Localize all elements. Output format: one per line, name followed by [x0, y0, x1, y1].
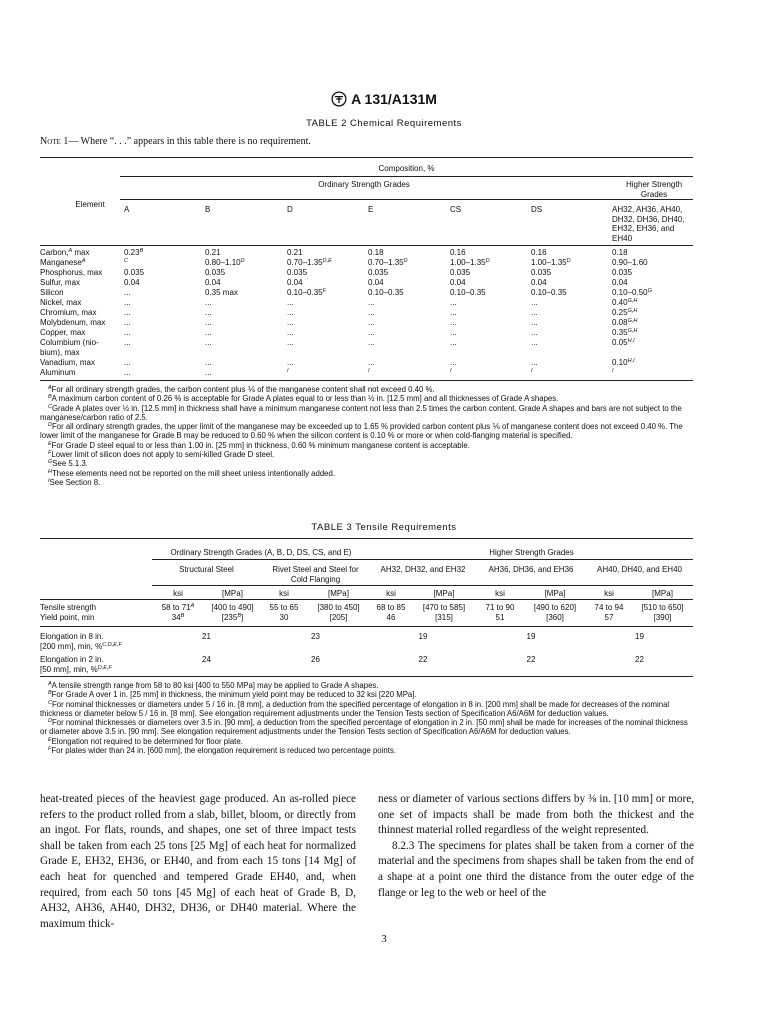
table2-footnotes: [40, 385, 696, 487]
composition-cell: $0.08^{G,H}$: [612, 318, 638, 327]
element-label: Carbon,$^A$ max: [40, 248, 90, 257]
composition-cell: ...: [205, 328, 212, 337]
grade-group-header: AH32, DH32, and EH32: [380, 565, 466, 574]
grade-header: DS: [531, 205, 543, 214]
table3-footnote: $^A$A tensile strength range from 58 to 80 ksi [400 to 550 MPa] may be applied to Grade A shapes.: [48, 681, 379, 690]
table2-footnote: $^A$For all ordinary strength grades, the carbon content plus ⅙ of the manganese content shall not exceed 0.40 %.: [48, 385, 435, 394]
composition-cell: $1.00-1.35^D$: [531, 258, 571, 267]
composition-cell: ...: [124, 288, 131, 297]
elongation-2in-cell: 22: [635, 655, 644, 664]
yield-cell: 51: [495, 613, 505, 622]
table3-rule: [152, 559, 693, 560]
composition-cell: ...: [205, 358, 212, 367]
composition-cell: ...: [368, 338, 375, 347]
table2-bottom-rule: [40, 380, 693, 381]
composition-cell: 0.04: [531, 278, 547, 287]
yield-cell: $[235^B]$: [221, 613, 244, 622]
unit-header: [MPa]: [328, 589, 349, 598]
composition-cell: ...: [531, 318, 538, 327]
composition-cell: I: [612, 368, 614, 374]
composition-cell: ...: [205, 368, 212, 377]
table2-footnote: $^I$See Section 8.: [48, 477, 101, 487]
yield-cell: $34^B$: [171, 613, 185, 622]
grade-group-header: AH40, DH40, and EH40: [597, 565, 682, 574]
body-column-left: [40, 792, 356, 932]
element-label: Columbium (nio-: [40, 338, 99, 347]
composition-cell: ...: [287, 358, 294, 367]
table3-bottom-rule: [40, 676, 693, 677]
composition-cell: ...: [531, 298, 538, 307]
property-label: Elongation in 2 in.: [40, 655, 104, 664]
elongation-8in-cell: 19: [526, 632, 536, 641]
table2-top-rule: [40, 157, 693, 158]
composition-cell: 0.90–1.60: [612, 258, 648, 267]
composition-cell: 0.035: [368, 268, 389, 277]
composition-cell: ...: [205, 298, 212, 307]
grade-group-header: Structural Steel: [179, 565, 234, 574]
table2-caption: TABLE 2 Chemical Requirements: [306, 118, 462, 129]
unit-header: [MPa]: [544, 589, 566, 598]
elongation-8in-cell: 23: [311, 632, 320, 641]
composition-cell: 0.10–0.35: [368, 288, 404, 297]
composition-cell: $0.23^B$: [124, 248, 144, 257]
tensile-cell: [400 to 490]: [211, 603, 254, 612]
higher-grades-list: AH32, AH36, AH40,: [612, 205, 683, 214]
composition-cell: ...: [531, 328, 538, 337]
table3-footnote: $^B$For Grade A over 1 in. [25 mm] in thickness, the minimum yield point may be reduced to 32 ksi [220 MPa].: [48, 690, 417, 700]
higher-grades-header: Higher Strength: [625, 180, 683, 189]
composition-cell: 0.21: [287, 248, 303, 257]
table2-header-rule: [40, 245, 693, 246]
unit-header: ksi: [495, 589, 505, 598]
table3-footnote: $^D$For nominal thicknesses or diameters over 3.5 in. [90 mm], a deduction from the specified percentage of elongation in 2 in. [50 mm] shall be made for increases of the nominal thickness or diameter above 3.5 in. [90 mm]. See elongation requirement adjustments under the Tension Tests section of Specification A6/A6M for deduction values.: [40, 718, 688, 737]
composition-cell: $0.10-0.50^G$: [612, 288, 652, 297]
composition-cell: 0.04: [205, 278, 221, 287]
astm-logo-icon: [331, 91, 347, 107]
composition-cell: ...: [368, 328, 375, 337]
table2-rule: [120, 176, 693, 177]
element-label: bium), max: [40, 348, 80, 357]
composition-cell: 0.035: [531, 268, 552, 277]
composition-cell: 0.35 max: [205, 288, 238, 297]
property-label: Tensile strength: [40, 603, 97, 612]
composition-cell: 0.035: [450, 268, 471, 277]
higher-grades-list: DH32, DH36, DH40,: [612, 214, 685, 224]
property-label: [200 mm], min, %$^{C,D,E,F}$: [40, 642, 122, 651]
tensile-cell: [380 to 450]: [317, 603, 360, 612]
element-label: Aluminum: [40, 368, 76, 377]
tensile-cell: 71 to 90: [485, 603, 515, 612]
composition-cell: $0.10^{H,I}$: [612, 358, 635, 367]
composition-cell: ...: [124, 298, 131, 307]
composition-cell: ...: [124, 318, 131, 327]
table3-footnote: $^F$For plates wider than 24 in. [600 mm], the elongation requirement is reduced two percentage points.: [48, 746, 396, 756]
composition-cell: ...: [205, 308, 212, 317]
unit-header: ksi: [173, 589, 183, 598]
composition-cell: I: [368, 368, 370, 374]
composition-cell: ...: [450, 308, 457, 317]
composition-cell: ...: [368, 358, 375, 367]
property-label: [50 mm], min, %$^{D,E,F}$: [40, 665, 112, 674]
composition-cell: ...: [287, 298, 294, 307]
composition-cell: 0.04: [612, 278, 628, 287]
composition-cell: ...: [287, 308, 294, 317]
composition-cell: 0.04: [450, 278, 466, 287]
composition-cell: ...: [287, 328, 294, 337]
table3-row-rule: [40, 626, 693, 627]
page-header: [0, 91, 768, 107]
composition-cell: 0.035: [287, 268, 308, 277]
grade-header: B: [205, 205, 211, 214]
table2-footnote: $^C$Grade A plates over ½ in. [12.5 mm] in thickness shall have a minimum manganese content not less than 2.5 times the carbon content. Grade A shapes and bars are not subject to the manganese/carbon ratio of 2.5.: [40, 403, 682, 422]
elongation-2in-cell: 22: [526, 655, 536, 664]
property-label: Yield point, min: [40, 613, 95, 622]
composition-cell: ...: [450, 338, 457, 347]
composition-cell: ...: [531, 308, 538, 317]
grade-header: E: [368, 205, 374, 214]
element-label: Copper, max: [40, 328, 86, 337]
grade-group-header: AH36, DH36, and EH36: [488, 565, 574, 574]
tensile-cell: 55 to 65: [269, 603, 299, 612]
composition-cell: ...: [368, 318, 375, 327]
table2-footnote: $^E$For Grade D steel equal to or less than 1.00 in. [25 mm] in thickness, 0.60 % minimum manganese content is acceptable.: [48, 440, 470, 450]
composition-cell: 0.16: [531, 248, 547, 257]
composition-cell: ...: [287, 338, 294, 347]
elongation-2in-cell: 22: [418, 655, 428, 664]
grade-header: CS: [450, 205, 462, 214]
elongation-8in-cell: 21: [202, 632, 211, 641]
element-label: Chromium, max: [40, 308, 97, 317]
composition-cell: 0.04: [368, 278, 384, 287]
yield-cell: [360]: [546, 613, 564, 622]
tensile-cell: 58 to $71^A$: [161, 603, 195, 612]
table3-rule: [152, 585, 693, 586]
grade-header: D: [287, 205, 293, 214]
designation: A 131/A131M: [351, 91, 437, 107]
higher-grades-list: EH32, EH36, and: [612, 224, 675, 234]
body-paragraph: 8.2.3 The specimens for plates shall be taken from a corner of the material and the specimens from shapes shall be taken from the end of a shape at a point one third the distance from the outer edge of the flange or leg to the web or heel of the: [378, 839, 694, 899]
composition-cell: ...: [124, 328, 131, 337]
yield-cell: 57: [604, 613, 614, 622]
higher-grades-header: Grades: [640, 189, 668, 199]
unit-header: ksi: [279, 589, 289, 598]
table2-footnote: $^B$A maximum carbon content of 0.26 % is acceptable for Grade A plates equal to or less than ½ in. [12.5 mm] and all thicknesses of Grade A shapes.: [48, 394, 559, 404]
composition-cell: I: [287, 368, 289, 374]
composition-cell: ...: [205, 338, 212, 347]
composition-cell: 0.18: [612, 248, 628, 257]
composition-cell: ...: [368, 308, 375, 317]
composition-cell: I: [531, 368, 533, 374]
composition-cell: ...: [368, 298, 375, 307]
element-label: Phosphorus, max: [40, 268, 103, 277]
composition-cell: ...: [450, 328, 457, 337]
composition-cell: $0.10-0.35^F$: [287, 288, 326, 297]
page-number: 3: [381, 933, 387, 945]
composition-cell: 0.04: [287, 278, 303, 287]
ordinary-grades-header: Ordinary Strength Grades: [318, 180, 410, 189]
element-label: Sulfur, max: [40, 278, 81, 287]
table3-top-rule: [40, 538, 693, 539]
yield-cell: [205]: [329, 613, 348, 622]
composition-cell: ...: [124, 338, 131, 347]
composition-cell: $0.35^{G,H}$: [612, 328, 638, 337]
elongation-2in-cell: 24: [202, 655, 211, 664]
grade-group-header: Rivet Steel and Steel for: [272, 565, 359, 574]
element-label: Manganese$^A$: [40, 258, 86, 267]
table2-footnote: $^D$For all ordinary strength grades, the upper limit of the manganese may be exceeded up to 1.65 % provided carbon content plus ⅙ of manganese content does not exceed 0.40 %. The lower limit of the manganese for Grade B may be reduced to 0.60 % when the silicon content is 0.10 % or more or when cold-flanging material is specified.: [40, 422, 683, 441]
unit-header: [MPa]: [222, 589, 243, 598]
table2-footnote: $^F$Lower limit of silicon does not apply to semi-killed Grade D steel.: [48, 450, 275, 460]
composition-cell: 0.035: [612, 268, 633, 277]
yield-cell: 46: [386, 613, 396, 622]
composition-cell: ...: [450, 298, 457, 307]
composition-cell: ...: [450, 318, 457, 327]
unit-header: [MPa]: [433, 589, 455, 598]
table3-header-rule: [40, 599, 693, 600]
table3-footnote: $^C$For nominal thicknesses or diameters under 5 / 16 in. [8 mm], a deduction from the specified percentage of elongation in 8 in. [200 mm] shall be made for decreases of the nominal thickness or diameter below 5 / 16 in. [8 mm]. See elongation requirement adjustments under the Tension Tests section of Specification A6/A6M for deduction values.: [40, 699, 670, 718]
yield-cell: [390]: [653, 613, 672, 622]
grade-group-header: Cold Flanging: [290, 574, 341, 584]
composition-cell: $0.70-1.35^D$: [368, 258, 408, 267]
table2-note: Note 1— Where “. . .” appears in this table there is no requirement.: [40, 136, 311, 147]
table3-footnote: $^E$Elongation not required to be determined for floor plate.: [48, 736, 243, 746]
element-label: Silicon: [40, 288, 64, 297]
composition-cell: 0.04: [124, 278, 140, 287]
unit-header: ksi: [604, 589, 614, 598]
table3-footnotes: [40, 681, 696, 755]
element-label: Nickel, max: [40, 298, 82, 307]
higher-grades-list: EH40: [612, 233, 633, 243]
composition-cell: 0.035: [205, 268, 226, 277]
composition-cell: ...: [450, 358, 457, 367]
composition-cell: $0.70-1.35^{D,E}$: [287, 258, 332, 267]
property-label: Elongation in 8 in.: [40, 632, 104, 641]
composition-header: Composition, %: [378, 164, 435, 173]
composition-cell: ...: [124, 358, 131, 367]
composition-cell: ...: [124, 368, 131, 377]
elongation-8in-cell: 19: [418, 632, 428, 641]
tensile-cell: 68 to 85: [376, 603, 406, 612]
grade-header: A: [124, 205, 130, 214]
composition-cell: 0.16: [450, 248, 466, 257]
higher-grades-header: Higher Strength Grades: [489, 548, 574, 557]
composition-cell: ...: [287, 318, 294, 327]
yield-cell: [315]: [435, 613, 453, 622]
composition-cell: 0.21: [205, 248, 221, 257]
unit-header: [MPa]: [652, 589, 673, 598]
table2-footnote: $^H$These elements need not be reported on the mill sheet unless intentionally added.: [48, 468, 336, 478]
elongation-2in-cell: 26: [311, 655, 320, 664]
body-column-right: [378, 792, 694, 901]
element-header: Element: [75, 200, 105, 209]
element-label: Vanadium, max: [40, 358, 95, 367]
composition-cell: ...: [531, 358, 538, 367]
yield-cell: 30: [279, 613, 289, 622]
composition-cell: 0.10–0.35: [531, 288, 567, 297]
elongation-8in-cell: 19: [635, 632, 644, 641]
tensile-cell: [470 to 585]: [422, 603, 466, 612]
table2-footnote: $^G$See 5.1.3.: [48, 459, 88, 469]
tensile-cell: [510 to 650]: [641, 603, 684, 612]
composition-cell: $0.05^{H,I}$: [612, 338, 635, 347]
body-paragraph: heat-treated pieces of the heaviest gage produced. An as-rolled piece refers to the product rolled from a slab, billet, bloom, or directly from an ingot. For flats, rounds, and shapes, one set of three impact tests shall be taken from each 25 tons [25 Mg] of each heat for normalized Grade E, EH32, EH36, or EH40, and from each 15 tons [14 Mg] of each heat for quenched and tempered Grade EH40, and, when required, from each 50 tons [45 Mg] of each heat of Grade B, D, AH32, AH36, AH40, DH32, DH36, or DH40 material. Where the maximum thick-: [40, 793, 356, 930]
composition-cell: $0.40^{G,H}$: [612, 298, 638, 307]
composition-cell: ...: [124, 308, 131, 317]
composition-cell: $0.25^{G,H}$: [612, 308, 638, 317]
tensile-cell: 74 to 94: [594, 603, 624, 612]
tensile-cell: [490 to 620]: [533, 603, 577, 612]
composition-cell: ...: [531, 338, 538, 347]
body-paragraph: ness or diameter of various sections differs by ⅜ in. [10 mm] or more, one set of impacts shall be made from both the thickest and the thinnest material rolled regardless of the weight represented.: [378, 793, 694, 837]
composition-cell: 0.18: [368, 248, 384, 257]
ordinary-grades-header: Ordinary Strength Grades (A, B, D, DS, CS, and E): [170, 548, 352, 557]
unit-header: ksi: [386, 589, 396, 598]
composition-cell: I: [450, 368, 452, 374]
composition-cell: 0.10–0.35: [450, 288, 486, 297]
table2-rule: [120, 199, 693, 200]
composition-cell: ...: [205, 318, 212, 327]
composition-cell: 0.035: [124, 268, 145, 277]
composition-cell: $0.80-1.10^D$: [205, 258, 245, 267]
composition-cell: C: [124, 258, 128, 264]
composition-cell: $1.00-1.35^D$: [450, 258, 490, 267]
element-label: Molybdenum, max: [40, 318, 106, 327]
table3-caption: TABLE 3 Tensile Requirements: [311, 522, 457, 533]
